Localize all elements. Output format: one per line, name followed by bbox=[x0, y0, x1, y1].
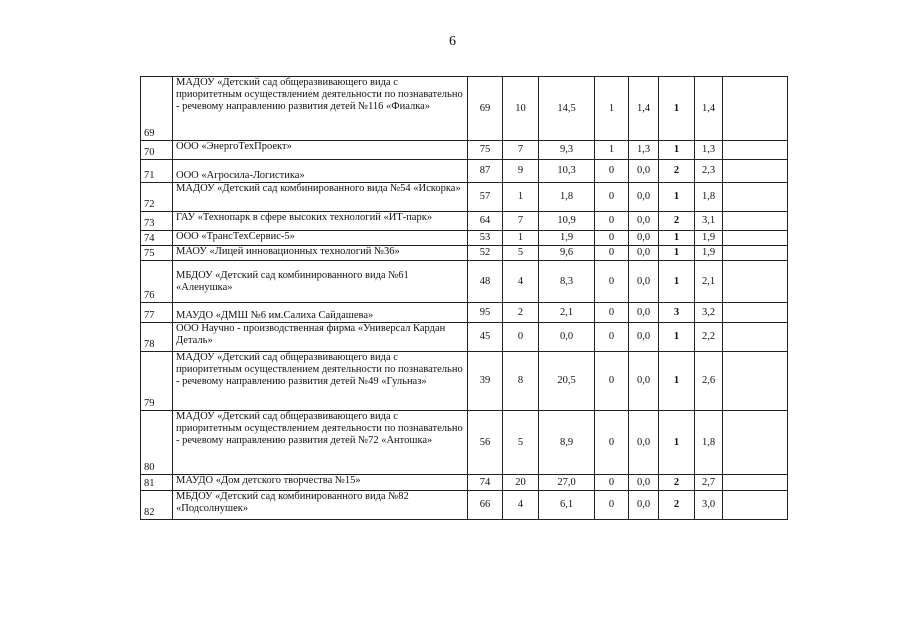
value-col-7: 1,4 bbox=[695, 77, 723, 141]
row-number: 73 bbox=[141, 212, 173, 231]
row-number: 79 bbox=[141, 352, 173, 411]
organization-name: ООО Научно - производственная фирма «Универсал Кардан Деталь» bbox=[173, 323, 468, 352]
value-col-1: 56 bbox=[468, 411, 503, 475]
row-number: 77 bbox=[141, 303, 173, 323]
value-col-3: 1,8 bbox=[539, 183, 595, 212]
value-col-8 bbox=[723, 183, 788, 212]
value-col-5: 0,0 bbox=[629, 352, 659, 411]
value-col-2: 0 bbox=[503, 323, 539, 352]
value-col-7: 2,7 bbox=[695, 475, 723, 491]
row-number: 78 bbox=[141, 323, 173, 352]
value-col-2: 5 bbox=[503, 246, 539, 261]
value-col-5: 1,4 bbox=[629, 77, 659, 141]
value-col-2: 20 bbox=[503, 475, 539, 491]
table-row bbox=[141, 231, 788, 246]
value-col-4: 0 bbox=[595, 352, 629, 411]
row-number: 80 bbox=[141, 411, 173, 475]
value-col-3: 9,6 bbox=[539, 246, 595, 261]
value-col-6: 1 bbox=[659, 352, 695, 411]
value-col-6: 2 bbox=[659, 475, 695, 491]
value-col-4: 0 bbox=[595, 261, 629, 303]
value-col-5: 1,3 bbox=[629, 141, 659, 160]
value-col-3: 0,0 bbox=[539, 323, 595, 352]
value-col-5: 0,0 bbox=[629, 323, 659, 352]
value-col-8 bbox=[723, 141, 788, 160]
row-number: 72 bbox=[141, 183, 173, 212]
organization-name: МАУДО «Дом детского творчества №15» bbox=[173, 475, 468, 491]
value-col-6: 1 bbox=[659, 246, 695, 261]
organization-name: МАДОУ «Детский сад общеразвивающего вида с приоритетным осуществлением деятельности по познавательно - речевому направлению развития детей №72 «Антошка» bbox=[173, 411, 468, 475]
value-col-1: 75 bbox=[468, 141, 503, 160]
value-col-2: 10 bbox=[503, 77, 539, 141]
value-col-1: 69 bbox=[468, 77, 503, 141]
value-col-2: 1 bbox=[503, 231, 539, 246]
value-col-7: 1,9 bbox=[695, 231, 723, 246]
value-col-1: 95 bbox=[468, 303, 503, 323]
value-col-1: 74 bbox=[468, 475, 503, 491]
row-number: 81 bbox=[141, 475, 173, 491]
value-col-3: 14,5 bbox=[539, 77, 595, 141]
value-col-6: 1 bbox=[659, 77, 695, 141]
value-col-4: 0 bbox=[595, 475, 629, 491]
organization-name: ГАУ «Технопарк в сфере высоких технологий «ИТ-парк» bbox=[173, 212, 468, 231]
value-col-2: 8 bbox=[503, 352, 539, 411]
organization-name: МАУДО «ДМШ №6 им.Салиха Сайдашева» bbox=[173, 303, 468, 323]
row-number: 75 bbox=[141, 246, 173, 261]
value-col-2: 2 bbox=[503, 303, 539, 323]
page-number: 6 bbox=[449, 34, 456, 49]
value-col-3: 6,1 bbox=[539, 491, 595, 520]
table-row bbox=[141, 475, 788, 491]
value-col-5: 0,0 bbox=[629, 411, 659, 475]
value-col-1: 66 bbox=[468, 491, 503, 520]
value-col-1: 87 bbox=[468, 160, 503, 183]
value-col-1: 64 bbox=[468, 212, 503, 231]
value-col-7: 2,6 bbox=[695, 352, 723, 411]
value-col-6: 2 bbox=[659, 491, 695, 520]
table-row bbox=[141, 261, 788, 303]
value-col-8 bbox=[723, 323, 788, 352]
value-col-3: 10,3 bbox=[539, 160, 595, 183]
value-col-8 bbox=[723, 77, 788, 141]
row-number: 71 bbox=[141, 160, 173, 183]
value-col-6: 2 bbox=[659, 212, 695, 231]
value-col-4: 0 bbox=[595, 323, 629, 352]
table-row bbox=[141, 491, 788, 520]
value-col-6: 1 bbox=[659, 323, 695, 352]
value-col-6: 3 bbox=[659, 303, 695, 323]
row-number: 70 bbox=[141, 141, 173, 160]
table-row bbox=[141, 411, 788, 475]
value-col-1: 57 bbox=[468, 183, 503, 212]
organization-name: МАДОУ «Детский сад общеразвивающего вида с приоритетным осуществлением деятельности по познавательно - речевому направлению развития детей №116 «Фиалка» bbox=[173, 77, 468, 141]
row-number: 69 bbox=[141, 77, 173, 141]
value-col-7: 1,9 bbox=[695, 246, 723, 261]
value-col-1: 39 bbox=[468, 352, 503, 411]
value-col-5: 0,0 bbox=[629, 212, 659, 231]
organization-name: МБДОУ «Детский сад комбинированного вида №61 «Аленушка» bbox=[173, 261, 468, 303]
value-col-8 bbox=[723, 261, 788, 303]
organization-name: МАДОУ «Детский сад комбинированного вида №54 «Искорка» bbox=[173, 183, 468, 212]
value-col-1: 45 bbox=[468, 323, 503, 352]
value-col-2: 7 bbox=[503, 212, 539, 231]
value-col-5: 0,0 bbox=[629, 231, 659, 246]
organization-name: МАДОУ «Детский сад общеразвивающего вида с приоритетным осуществлением деятельности по познавательно - речевому направлению развития детей №49 «Гульназ» bbox=[173, 352, 468, 411]
table-row bbox=[141, 212, 788, 231]
value-col-6: 1 bbox=[659, 183, 695, 212]
rating-table bbox=[140, 76, 788, 520]
value-col-3: 10,9 bbox=[539, 212, 595, 231]
value-col-3: 8,3 bbox=[539, 261, 595, 303]
value-col-4: 0 bbox=[595, 212, 629, 231]
value-col-7: 3,0 bbox=[695, 491, 723, 520]
table-row bbox=[141, 141, 788, 160]
organization-name: ООО «Агросила-Логистика» bbox=[173, 160, 468, 183]
value-col-4: 0 bbox=[595, 183, 629, 212]
organization-name: МБДОУ «Детский сад комбинированного вида №82 «Подсолнушек» bbox=[173, 491, 468, 520]
value-col-3: 2,1 bbox=[539, 303, 595, 323]
value-col-3: 8,9 bbox=[539, 411, 595, 475]
value-col-5: 0,0 bbox=[629, 303, 659, 323]
value-col-6: 1 bbox=[659, 411, 695, 475]
value-col-7: 3,2 bbox=[695, 303, 723, 323]
value-col-6: 1 bbox=[659, 261, 695, 303]
value-col-8 bbox=[723, 491, 788, 520]
value-col-1: 48 bbox=[468, 261, 503, 303]
value-col-7: 3,1 bbox=[695, 212, 723, 231]
value-col-7: 2,3 bbox=[695, 160, 723, 183]
value-col-8 bbox=[723, 475, 788, 491]
value-col-2: 5 bbox=[503, 411, 539, 475]
value-col-4: 0 bbox=[595, 303, 629, 323]
table-row bbox=[141, 77, 788, 141]
table-row bbox=[141, 246, 788, 261]
value-col-3: 9,3 bbox=[539, 141, 595, 160]
value-col-8 bbox=[723, 212, 788, 231]
value-col-8 bbox=[723, 411, 788, 475]
value-col-3: 20,5 bbox=[539, 352, 595, 411]
value-col-1: 52 bbox=[468, 246, 503, 261]
value-col-3: 1,9 bbox=[539, 231, 595, 246]
value-col-7: 2,1 bbox=[695, 261, 723, 303]
value-col-8 bbox=[723, 246, 788, 261]
value-col-4: 0 bbox=[595, 231, 629, 246]
value-col-7: 1,8 bbox=[695, 183, 723, 212]
value-col-2: 9 bbox=[503, 160, 539, 183]
organization-name: МАОУ «Лицей инновационных технологий №36» bbox=[173, 246, 468, 261]
row-number: 76 bbox=[141, 261, 173, 303]
value-col-8 bbox=[723, 303, 788, 323]
value-col-7: 1,8 bbox=[695, 411, 723, 475]
value-col-5: 0,0 bbox=[629, 160, 659, 183]
table-row bbox=[141, 352, 788, 411]
value-col-2: 4 bbox=[503, 491, 539, 520]
value-col-5: 0,0 bbox=[629, 261, 659, 303]
value-col-6: 1 bbox=[659, 231, 695, 246]
table-row bbox=[141, 323, 788, 352]
table-row bbox=[141, 183, 788, 212]
value-col-5: 0,0 bbox=[629, 475, 659, 491]
value-col-8 bbox=[723, 352, 788, 411]
value-col-1: 53 bbox=[468, 231, 503, 246]
organization-name: ООО «ЭнергоТехПроект» bbox=[173, 141, 468, 160]
value-col-7: 2,2 bbox=[695, 323, 723, 352]
value-col-5: 0,0 bbox=[629, 183, 659, 212]
value-col-7: 1,3 bbox=[695, 141, 723, 160]
value-col-4: 0 bbox=[595, 491, 629, 520]
value-col-8 bbox=[723, 231, 788, 246]
value-col-4: 0 bbox=[595, 411, 629, 475]
value-col-2: 7 bbox=[503, 141, 539, 160]
value-col-3: 27,0 bbox=[539, 475, 595, 491]
value-col-5: 0,0 bbox=[629, 491, 659, 520]
table-body bbox=[141, 77, 788, 520]
value-col-2: 1 bbox=[503, 183, 539, 212]
value-col-2: 4 bbox=[503, 261, 539, 303]
value-col-6: 2 bbox=[659, 160, 695, 183]
value-col-8 bbox=[723, 160, 788, 183]
value-col-5: 0,0 bbox=[629, 246, 659, 261]
row-number: 82 bbox=[141, 491, 173, 520]
value-col-4: 0 bbox=[595, 160, 629, 183]
value-col-6: 1 bbox=[659, 141, 695, 160]
table-row bbox=[141, 160, 788, 183]
value-col-4: 1 bbox=[595, 77, 629, 141]
row-number: 74 bbox=[141, 231, 173, 246]
value-col-4: 1 bbox=[595, 141, 629, 160]
organization-name: ООО «ТрансТехСервис-5» bbox=[173, 231, 468, 246]
value-col-4: 0 bbox=[595, 246, 629, 261]
table-row bbox=[141, 303, 788, 323]
